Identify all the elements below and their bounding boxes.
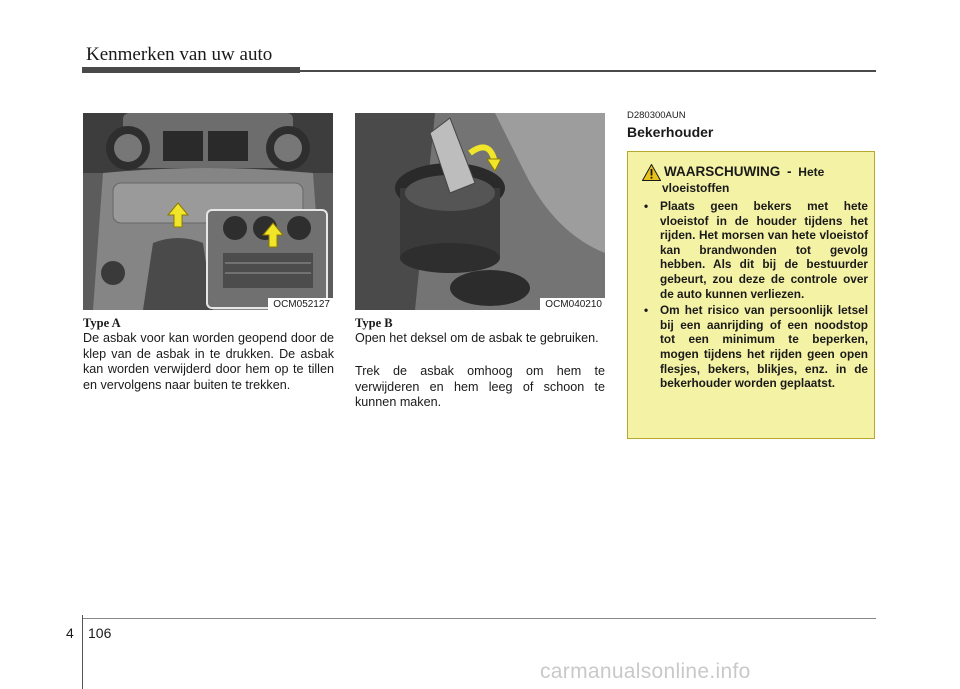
page-number: 106 bbox=[88, 625, 112, 641]
warning-item-text: Plaats geen bekers met hete vloeistof in de houder tijdens het rijden. Het morsen van hete vloeistof kan brandwonden tot gevolg hebben. Als dit bij de bestuurder gebeurt, zou deze de controle over de auto kunnen verliezen. bbox=[660, 199, 868, 301]
header-rule-thick bbox=[82, 67, 300, 73]
photo-type-b bbox=[355, 113, 605, 310]
section-title: Bekerhouder bbox=[627, 124, 714, 140]
type-b-label: Type B bbox=[355, 316, 393, 330]
warning-box bbox=[627, 151, 875, 439]
section-code: D280300AUN bbox=[627, 110, 686, 121]
warning-item-text: Om het risico van persoonlijk letsel bij een aanrijding of een noodstop tot een minimum te beperken, mogen tijdens het rijden geen open flesjes, bekers, blikjes, enz. in de bekerhouder worden geplaatst. bbox=[660, 303, 868, 391]
warning-separator: - bbox=[787, 164, 792, 179]
warning-title-line bbox=[664, 164, 824, 179]
photo-code-middle: OCM040210 bbox=[540, 298, 605, 310]
warning-item: • Plaats geen bekers met hete vloeistof in de houder tijdens het rijden. Het morsen van hete vloeistof kan brandwonden tot gevolg hebben. Als dit bij de bestuurder gebeurt, zou deze de controle over de auto kunnen verliezen. bbox=[644, 199, 868, 301]
photo-code-left: OCM052127 bbox=[268, 298, 333, 310]
watermark: carmanualsonline.info bbox=[540, 660, 751, 683]
type-a-text: De asbak voor kan worden geopend door de klep van de asbak in te drukken. De asbak kan worden verwijderd door hem op te tillen en vervolgens naar buiten te trekken. bbox=[83, 331, 334, 392]
header-title: Kenmerken van uw auto bbox=[86, 44, 273, 65]
ashtray-console-illustration bbox=[83, 113, 333, 310]
type-b-paragraph-2: Trek de asbak omhoog om hem te verwijderen en hem leeg of schoon te kunnen maken. bbox=[355, 364, 605, 410]
footer-rule-horizontal bbox=[82, 618, 876, 619]
header-rule-thin bbox=[300, 70, 876, 72]
type-a-label: Type A bbox=[83, 316, 121, 330]
type-b-paragraph-1: Open het deksel om de asbak te gebruiken. bbox=[355, 331, 599, 345]
photo-type-a bbox=[83, 113, 333, 310]
chapter-number: 4 bbox=[66, 625, 74, 641]
footer-rule-vertical bbox=[82, 615, 83, 689]
warning-icon bbox=[642, 164, 661, 181]
warning-list bbox=[638, 199, 868, 393]
warning-item: • Om het risico van persoonlijk letsel bij een aanrijding of een noodstop tot een minimum te beperken, mogen tijdens het rijden geen open flesjes, bekers, blikjes, enz. in de bekerhouder worden geplaatst. bbox=[644, 303, 868, 391]
ashtray-cupholder-illustration bbox=[355, 113, 605, 310]
warning-subtitle-1: Hete bbox=[798, 165, 825, 179]
warning-title: WAARSCHUWING bbox=[664, 164, 781, 179]
warning-subtitle-2: vloeistoffen bbox=[662, 181, 730, 195]
